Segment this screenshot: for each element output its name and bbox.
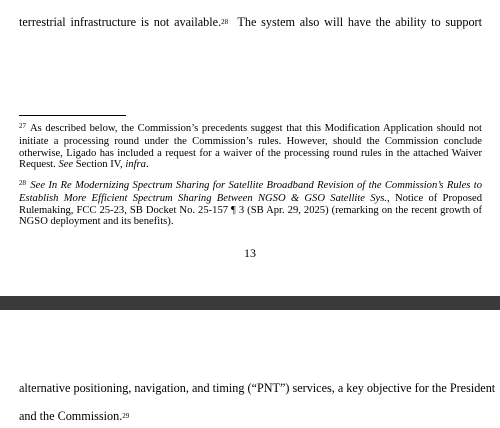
footnote-28: $^{28}$ See In Re Modernizing Spectrum Sharing for Satellite Broadband Revision of the Commission’s Rules to Establish More Efficient Spectrum Sharing Between NGSO & GSO Satellite Sys., Notice of Proposed Rulemaking, FCC 25-23, SB Docket No. 25-157 ¶ 3 (SB Apr. 29, 2025) (remarking on the recent growth of NGSO deployment and its benefits). (19, 179, 482, 228)
body-text-line: terrestrial infrastructure is not available.$^{28}$ The system also will have the ability to support (19, 15, 482, 29)
footnote-reference-28[interactable]: 28 (221, 17, 229, 26)
body-text-line: and the Commission.$^{29}$ (19, 409, 130, 423)
footnote-mark: 27 (19, 122, 26, 130)
page-gap (0, 296, 500, 310)
body-text-line: alternative positioning, navigation, and timing (“PNT”) services, a key objective for the President (19, 381, 496, 395)
footnote-27: $^{27}$ As described below, the Commission’s precedents suggest that this Modification Application should not initiate a processing round under the Commission’s rules. However, should the Commission conclude otherwise, Ligado has included a request for a waiver of the processing round rules in the attached Waiver Request. See Section IV, infra. (19, 122, 482, 171)
case-citation: See In Re Modernizing Spectrum Sharing for Satellite Broadband Revision of the Commission’s Rules to Establish More Efficient Spectrum Sharing Between NGSO & GSO Satellite Sys. (19, 180, 482, 204)
page-number: 13 (244, 246, 256, 260)
document-page-lower (0, 310, 500, 428)
footnote-mark: 28 (19, 179, 26, 187)
footnote-separator (19, 115, 126, 116)
footnote-reference-29[interactable]: 29 (122, 411, 130, 420)
